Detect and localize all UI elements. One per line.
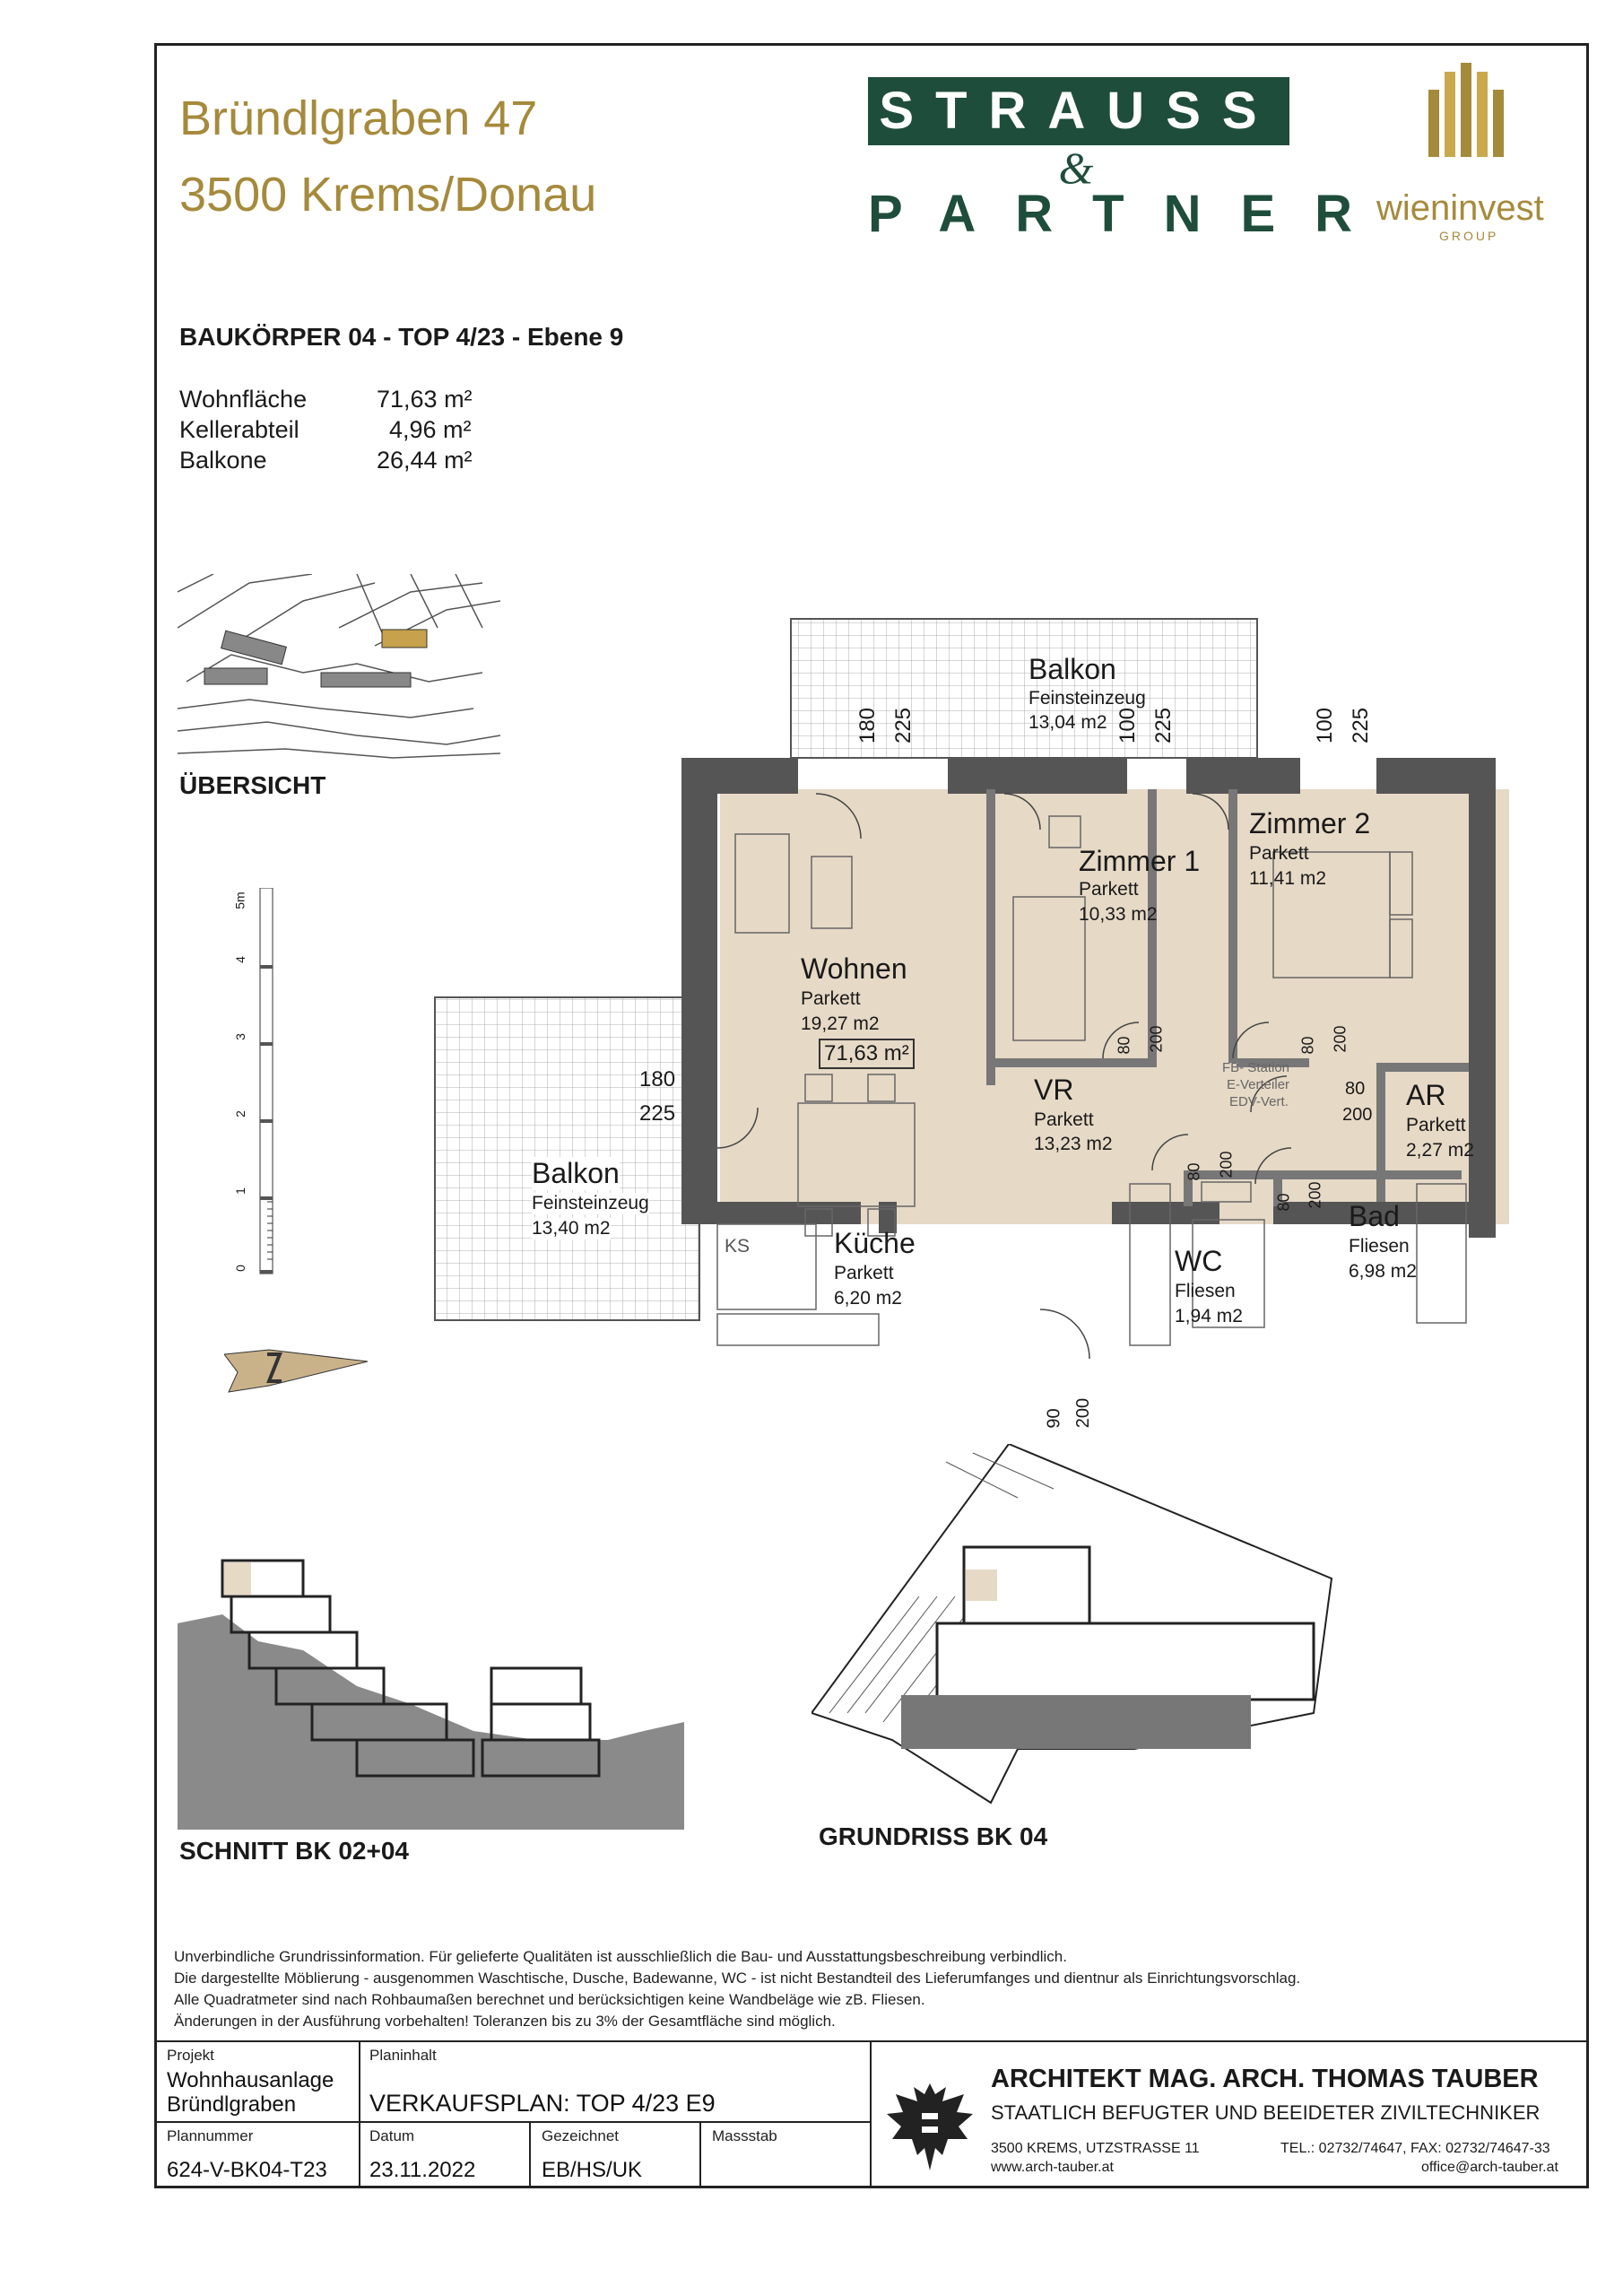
fb-station-3: EDV-Vert. bbox=[1229, 1094, 1289, 1109]
fb-station-1: FB- Station bbox=[1222, 1060, 1290, 1075]
room-name-4: VR bbox=[1034, 1074, 1074, 1106]
partner-logo: PARTNER bbox=[868, 185, 1393, 243]
architect-email: office@arch-tauber.at bbox=[1421, 2160, 1558, 2175]
strauss-logo: STRAUSS bbox=[868, 77, 1289, 145]
planinhalt-label: Planinhalt bbox=[369, 2047, 437, 2064]
dim-14: 80 bbox=[1185, 1162, 1203, 1181]
room-name-2: Zimmer 2 bbox=[1249, 807, 1371, 839]
datum-value: 23.11.2022 bbox=[369, 2158, 476, 2182]
area-label-1: Kellerabteil bbox=[179, 416, 299, 443]
scale-label-3: 3 bbox=[232, 1033, 247, 1040]
wieninvest-group: GROUP bbox=[1439, 229, 1499, 243]
room-area-9: 6,98 m2 bbox=[1349, 1261, 1417, 1282]
dim-18: 90 bbox=[1044, 1408, 1064, 1429]
dim-1: 225 bbox=[891, 707, 916, 744]
room-name-6: Balkon bbox=[532, 1157, 620, 1189]
dim-13: 200 bbox=[1342, 1105, 1373, 1125]
room-area-2: 11,41 m2 bbox=[1249, 868, 1326, 889]
scale-label-2: 2 bbox=[232, 1110, 247, 1118]
room-area-0: 13,04 m2 bbox=[1028, 712, 1107, 733]
dim-12: 80 bbox=[1345, 1079, 1366, 1099]
room-floor-1: Parkett bbox=[1079, 879, 1139, 900]
dim-15: 200 bbox=[1217, 1151, 1236, 1178]
room-floor-4: Parkett bbox=[1034, 1109, 1094, 1130]
room-name-7: Küche bbox=[834, 1227, 916, 1259]
room-name-5: AR bbox=[1406, 1079, 1446, 1111]
room-floor-3: Parkett bbox=[801, 988, 861, 1009]
austrian-eagle-icon bbox=[883, 2076, 977, 2184]
room-area-4: 13,23 m2 bbox=[1034, 1134, 1113, 1154]
wieninvest-text: wieninvest bbox=[1376, 188, 1544, 228]
room-area-5: 2,27 m2 bbox=[1406, 1140, 1474, 1161]
section-drawing bbox=[178, 1552, 684, 1834]
note-line: Die dargestellte Möblierung - ausgenommen Waschtische, Dusche, Badewanne, WC - ist nicht Bestandteil des Lieferumfanges und dientnur als Einrichtungsvorschlag. bbox=[174, 1970, 1301, 1987]
ks-label: KS bbox=[725, 1236, 751, 1257]
total-area-box: 71,63 m² bbox=[819, 1039, 915, 1069]
dim-19: 200 bbox=[1073, 1397, 1094, 1429]
planinhalt-value: VERKAUFSPLAN: TOP 4/23 E9 bbox=[369, 2090, 716, 2117]
area-value-2: 26,44 m² bbox=[377, 447, 473, 474]
dim-7: 225 bbox=[639, 1101, 676, 1126]
area-value-1: 4,96 m² bbox=[389, 416, 472, 443]
disclaimer-notes bbox=[174, 1946, 1300, 2032]
note-line: Unverbindliche Grundrissinformation. Für gelieferte Qualitäten ist ausschließlich die Bau- und Ausstattungsbeschreibung verbindlich. bbox=[174, 1948, 1067, 1965]
section-caption: SCHNITT BK 02+04 bbox=[179, 1837, 409, 1865]
address-line-1: Bründlgraben 47 bbox=[179, 91, 538, 145]
room-area-3: 19,27 m2 bbox=[801, 1013, 880, 1034]
room-area-6: 13,40 m2 bbox=[532, 1218, 611, 1239]
dim-10: 80 bbox=[1298, 1036, 1317, 1055]
plannummer-value: 624-V-BK04-T23 bbox=[167, 2158, 327, 2182]
dim-2: 100 bbox=[1115, 707, 1141, 744]
area-label-2: Balkone bbox=[179, 447, 267, 474]
scale-label-4: 4 bbox=[232, 956, 247, 963]
architect-address: 3500 KREMS, UTZSTRASSE 11 bbox=[991, 2141, 1200, 2156]
projekt-value-1: Wohnhausanlage bbox=[167, 2068, 334, 2092]
room-name-8: WC bbox=[1175, 1245, 1223, 1277]
datum-label: Datum bbox=[369, 2127, 415, 2144]
room-floor-9: Fliesen bbox=[1349, 1236, 1410, 1257]
architect-web: www.arch-tauber.at bbox=[991, 2160, 1114, 2175]
room-area-7: 6,20 m2 bbox=[834, 1288, 902, 1309]
massstab-label: Massstab bbox=[712, 2127, 777, 2144]
scale-label-0: 0 bbox=[232, 1265, 247, 1272]
architect-phone: TEL.: 02732/74647, FAX: 02732/74647-33 bbox=[1280, 2141, 1550, 2156]
room-name-9: Bad bbox=[1349, 1200, 1400, 1232]
dim-9: 200 bbox=[1147, 1025, 1166, 1053]
strauss-ampersand: & bbox=[1058, 143, 1094, 193]
dim-4: 100 bbox=[1313, 707, 1338, 744]
room-area-1: 10,33 m2 bbox=[1079, 904, 1158, 925]
projekt-label: Projekt bbox=[167, 2047, 214, 2064]
scale-label-1: 1 bbox=[232, 1187, 247, 1195]
groundplan-drawing bbox=[812, 1444, 1350, 1825]
wieninvest-logo-icon bbox=[1421, 63, 1511, 175]
dim-16: 80 bbox=[1274, 1193, 1293, 1212]
room-area-8: 1,94 m2 bbox=[1175, 1306, 1243, 1326]
room-name-3: Wohnen bbox=[801, 952, 907, 985]
scale-bar bbox=[242, 888, 296, 1287]
room-floor-5: Parkett bbox=[1406, 1115, 1466, 1135]
room-floor-7: Parkett bbox=[834, 1263, 894, 1283]
fb-station-2: E-Verteiler bbox=[1227, 1077, 1290, 1092]
dim-17: 200 bbox=[1306, 1181, 1324, 1209]
scale-label-5: 5m bbox=[232, 891, 247, 909]
dim-5: 225 bbox=[1349, 707, 1374, 744]
floor-plan bbox=[421, 610, 1551, 1457]
note-line: Alle Quadratmeter sind nach Rohbaumaßen berechnet und berücksichtigen keine Wandbeläge wie zB. Fliesen. bbox=[174, 1991, 925, 2008]
note-line: Änderungen in der Ausführung vorbehalten! Toleranzen bis zu 3% der Gesamtfläche sind möglich. bbox=[174, 2013, 836, 2030]
projekt-value-2: Bründlgraben bbox=[167, 2092, 297, 2117]
plannummer-label: Plannummer bbox=[167, 2127, 254, 2144]
room-floor-8: Fliesen bbox=[1175, 1281, 1236, 1301]
room-floor-2: Parkett bbox=[1249, 843, 1309, 864]
room-name-1: Zimmer 1 bbox=[1079, 845, 1201, 877]
dim-8: 80 bbox=[1115, 1036, 1133, 1055]
room-name-0: Balkon bbox=[1028, 653, 1116, 685]
dim-3: 225 bbox=[1151, 707, 1176, 744]
room-floor-6: Feinsteinzeug bbox=[532, 1193, 649, 1213]
unit-title: BAUKÖRPER 04 - TOP 4/23 - Ebene 9 bbox=[179, 323, 624, 351]
dim-11: 200 bbox=[1331, 1025, 1350, 1053]
overview-caption: ÜBERSICHT bbox=[179, 771, 326, 799]
address-line-2: 3500 Krems/Donau bbox=[179, 168, 597, 222]
gezeichnet-label: Gezeichnet bbox=[542, 2127, 619, 2144]
north-arrow-icon bbox=[224, 1345, 377, 1404]
dim-6: 180 bbox=[639, 1067, 676, 1091]
architect-name: ARCHITEKT MAG. ARCH. THOMAS TAUBER bbox=[991, 2065, 1539, 2093]
area-value-0: 71,63 m² bbox=[377, 386, 473, 413]
groundplan-caption: GRUNDRISS BK 04 bbox=[819, 1822, 1048, 1850]
dim-0: 180 bbox=[855, 707, 881, 744]
room-floor-0: Feinsteinzeug bbox=[1028, 688, 1146, 709]
architect-title: STAATLICH BEFUGTER UND BEEIDETER ZIVILTECHNIKER bbox=[991, 2101, 1541, 2124]
area-label-0: Wohnfläche bbox=[179, 386, 308, 413]
gezeichnet-value: EB/HS/UK bbox=[542, 2158, 643, 2182]
